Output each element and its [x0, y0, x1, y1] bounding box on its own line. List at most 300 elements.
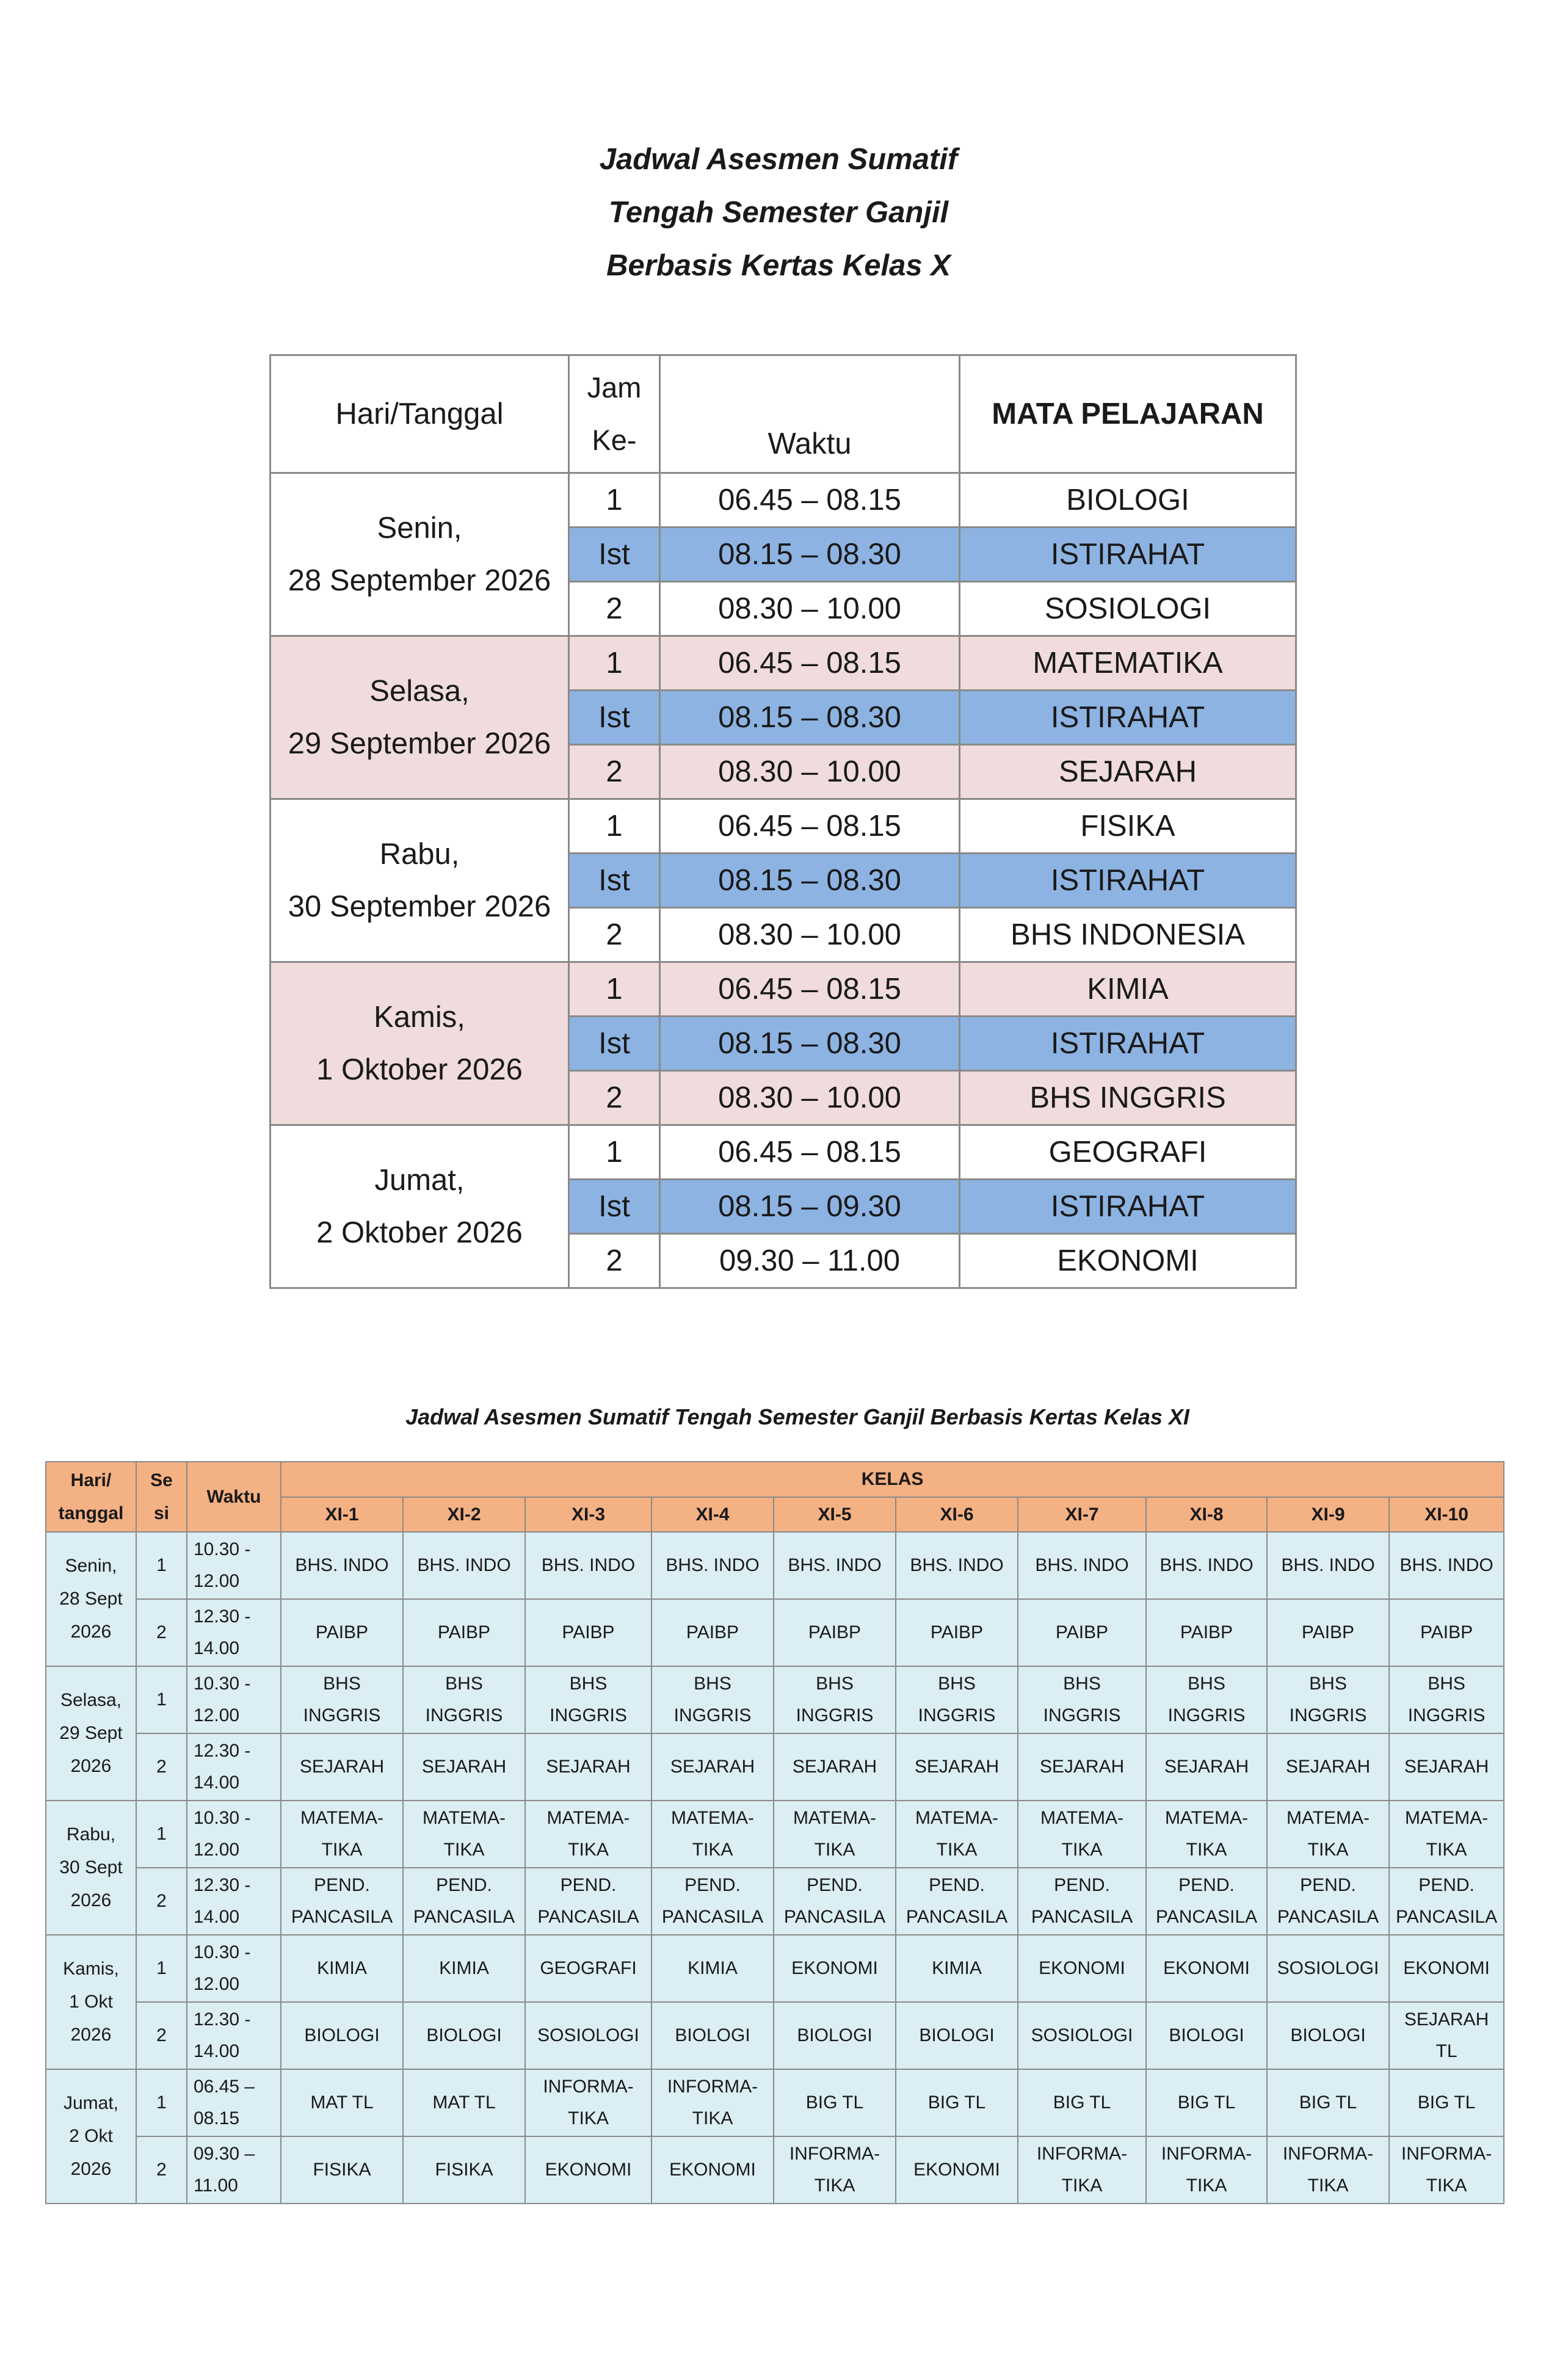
waktu-cell: 08.15 – 08.30 [660, 691, 960, 745]
waktu-cell [187, 2069, 281, 2136]
day-cell [46, 1935, 136, 2069]
subject-text: TIKA [1426, 2175, 1467, 2196]
subject-text: BIOLOGI [1290, 2025, 1366, 2045]
table-header-row [270, 355, 1296, 473]
day-text: 28 Sept [59, 1589, 123, 1609]
subject-cell [525, 1599, 651, 1666]
sesi-cell: 2 [136, 1868, 187, 1935]
subject-cell [525, 2069, 651, 2136]
subject-cell [1267, 1801, 1389, 1868]
subject-cell [525, 1801, 651, 1868]
subject-cell [1267, 1599, 1389, 1666]
class-header: XI-3 [525, 1497, 651, 1532]
subject-text: PAIBP [930, 1622, 984, 1642]
subject-cell [525, 1666, 651, 1733]
subject-text: MATEMA- [300, 1808, 384, 1828]
subject-cell [1389, 2069, 1504, 2136]
subject-cell [1267, 2002, 1389, 2069]
day-name: Jumat, [374, 1164, 465, 1197]
waktu-cell: 08.30 – 10.00 [660, 908, 960, 962]
mapel-cell: BIOLOGI [960, 473, 1296, 528]
waktu-start: 12.30 - [194, 1875, 251, 1895]
day-text: 2026 [70, 1622, 112, 1642]
subject-text: INFORMA- [1161, 2144, 1252, 2164]
subject-text: SEJARAH [914, 1757, 1000, 1777]
subject-text: INGGRIS [425, 1705, 503, 1725]
subject-text: KIMIA [439, 1958, 489, 1978]
subject-cell [525, 2136, 651, 2204]
subject-cell [1389, 1733, 1504, 1801]
subject-cell [651, 2069, 774, 2136]
subject-text: INFORMA- [1036, 2144, 1128, 2164]
class-header: XI-10 [1389, 1497, 1504, 1532]
subject-cell [281, 1532, 403, 1599]
subject-text: BHS. INDO [417, 1555, 511, 1575]
subject-cell [1018, 2136, 1146, 2204]
subject-text: INGGRIS [1043, 1705, 1121, 1725]
subject-cell [1267, 1935, 1389, 2002]
subject-cell [896, 2136, 1018, 2204]
subject-text: BHS. INDO [666, 1555, 760, 1575]
subject-cell [1389, 2002, 1504, 2069]
subject-cell [1146, 1935, 1267, 2002]
waktu-start: 06.45 – [194, 2077, 255, 2097]
subject-text: SEJARAH [1404, 1757, 1489, 1777]
subject-text: BHS [1188, 1674, 1225, 1694]
jam-cell: 1 [569, 1125, 660, 1180]
subject-cell [1146, 1599, 1267, 1666]
subject-cell [1267, 1733, 1389, 1801]
waktu-cell [187, 1935, 281, 2002]
mapel-cell: ISTIRAHAT [960, 528, 1296, 582]
subject-cell [1389, 1532, 1504, 1599]
subject-text: PANCASILA [291, 1907, 393, 1927]
mapel-cell: ISTIRAHAT [960, 854, 1296, 908]
subject-text: PAIBP [1055, 1622, 1109, 1642]
class-header: XI-7 [1018, 1497, 1146, 1532]
subject-cell [896, 2002, 1018, 2069]
waktu-cell [187, 2002, 281, 2069]
subject-text: MAT TL [310, 2092, 374, 2113]
subject-text: PAIBP [1301, 1622, 1355, 1642]
subject-text: PEND. [1418, 1875, 1475, 1895]
subject-text: PAIBP [686, 1622, 739, 1642]
subject-text: SEJARAH [299, 1757, 385, 1777]
sesi-cell: 1 [136, 1532, 187, 1599]
jam-cell: 2 [569, 908, 660, 962]
subject-text: BHS. INDO [910, 1555, 1004, 1575]
subject-text: INGGRIS [1167, 1705, 1246, 1725]
subject-cell [1267, 2136, 1389, 2204]
table-row [270, 473, 1296, 528]
subject-cell [403, 1532, 525, 1599]
table-row [270, 962, 1296, 1017]
subject-text: BHS [1309, 1674, 1347, 1694]
subject-text: PAIBP [808, 1622, 862, 1642]
waktu-end: 12.00 [194, 1840, 240, 1860]
subject-cell [1146, 1801, 1267, 1868]
waktu-cell [187, 1801, 281, 1868]
sesi-cell: 2 [136, 2002, 187, 2069]
title-line: Berbasis Kertas Kelas X [606, 249, 951, 282]
sesi-cell: 1 [136, 1801, 187, 1868]
sesi-cell: 2 [136, 1733, 187, 1801]
subject-text: INFORMA- [1401, 2144, 1492, 2164]
subject-cell [774, 1935, 896, 2002]
subject-cell [1018, 2002, 1146, 2069]
subject-text: PEND. [436, 1875, 492, 1895]
day-text: 2026 [70, 2159, 112, 2179]
subject-text: BIG TL [927, 2092, 986, 2113]
subject-text: PAIBP [437, 1622, 491, 1642]
day-date: 28 September 2026 [288, 564, 551, 597]
waktu-cell: 08.15 – 08.30 [660, 1017, 960, 1071]
subject-text: PAIBP [315, 1622, 369, 1642]
subject-text: TIKA [1307, 1840, 1349, 1860]
subject-text: TIKA [1426, 1840, 1467, 1860]
subject-text: PANCASILA [413, 1907, 515, 1927]
jam-cell: 2 [569, 745, 660, 799]
subject-text: PANCASILA [783, 1907, 886, 1927]
waktu-end: 14.00 [194, 2041, 240, 2061]
day-cell [270, 799, 569, 962]
subject-text: PANCASILA [1031, 1907, 1133, 1927]
subject-text: PEND. [314, 1875, 370, 1895]
subject-cell [403, 1733, 525, 1801]
subject-cell [774, 2069, 896, 2136]
subject-text: EKONOMI [1403, 1958, 1490, 1978]
subject-cell [1267, 1666, 1389, 1733]
subject-text: MATEMA- [1404, 1808, 1489, 1828]
subject-text: INFORMA- [667, 2077, 758, 2097]
subject-text: TIKA [1186, 1840, 1227, 1860]
waktu-cell: 06.45 – 08.15 [660, 962, 960, 1017]
subject-cell [774, 1666, 896, 1733]
subject-cell [651, 1666, 774, 1733]
subject-text: SEJARAH [1404, 2009, 1489, 2030]
subject-text: BIOLOGI [426, 2025, 502, 2045]
subject-text: TIKA [1061, 1840, 1103, 1860]
waktu-cell: 08.15 – 08.30 [660, 528, 960, 582]
waktu-end: 12.00 [194, 1571, 240, 1591]
table-row [270, 636, 1296, 691]
subject-cell [1146, 1666, 1267, 1733]
subject-cell [403, 2069, 525, 2136]
class-header: XI-1 [281, 1497, 403, 1532]
subject-cell [403, 1801, 525, 1868]
subject-text: SOSIOLOGI [1031, 2025, 1133, 2045]
subject-text: EKONOMI [545, 2160, 632, 2180]
subject-text: TIKA [321, 1840, 363, 1860]
mapel-cell: FISIKA [960, 799, 1296, 854]
subject-cell [774, 1532, 896, 1599]
subject-text: TIKA [568, 1840, 609, 1860]
class-header: XI-8 [1146, 1497, 1267, 1532]
day-cell [46, 1801, 136, 1935]
waktu-cell [187, 1532, 281, 1599]
subject-text: BHS. INDO [788, 1555, 882, 1575]
day-text: Senin, [65, 1556, 117, 1576]
waktu-start: 12.30 - [194, 1741, 251, 1761]
mapel-cell: BHS INGGRIS [960, 1071, 1296, 1125]
subject-text: PANCASILA [1277, 1907, 1379, 1927]
subject-text: BHS. INDO [1281, 1555, 1375, 1575]
day-text: 2026 [70, 2025, 112, 2045]
subject-text: TIKA [443, 1840, 485, 1860]
header-hari-tanggal: Hari/Tanggal [270, 355, 569, 473]
day-date: 1 Oktober 2026 [316, 1053, 523, 1086]
subject-text: INGGRIS [1407, 1705, 1486, 1725]
subject-text: MATEMA- [422, 1808, 506, 1828]
subject-text: BHS [694, 1674, 731, 1694]
subject-text: TIKA [1186, 2175, 1227, 2196]
subject-cell [651, 1868, 774, 1935]
day-name: Kamis, [374, 1001, 465, 1034]
subject-text: PEND. [1054, 1875, 1110, 1895]
subject-cell [774, 1599, 896, 1666]
waktu-cell [187, 2136, 281, 2204]
mapel-cell: GEOGRAFI [960, 1125, 1296, 1180]
subject-cell [1389, 2136, 1504, 2204]
day-text: 29 Sept [59, 1723, 123, 1743]
mapel-cell: ISTIRAHAT [960, 691, 1296, 745]
subject-text: GEOGRAFI [540, 1958, 637, 1978]
subject-text: BHS [816, 1674, 854, 1694]
subject-cell [1146, 2136, 1267, 2204]
subject-text: PANCASILA [537, 1907, 639, 1927]
subject-text: BHS. INDO [1035, 1555, 1129, 1575]
subject-cell [1018, 1733, 1146, 1801]
subject-text: BHS. INDO [1399, 1555, 1493, 1575]
subject-cell [1018, 1801, 1146, 1868]
subject-cell [1146, 1733, 1267, 1801]
subject-cell [896, 1666, 1018, 1733]
subject-text: INGGRIS [1289, 1705, 1367, 1725]
day-text: 30 Sept [59, 1857, 123, 1878]
title-kelas-xi: Jadwal Asesmen Sumatif Tengah Semester Ganjil Berbasis Kertas Kelas XI [405, 1404, 1189, 1429]
jam-cell: Ist [569, 854, 660, 908]
day-cell [270, 1125, 569, 1288]
waktu-end: 14.00 [194, 1638, 240, 1658]
subject-cell [896, 1935, 1018, 2002]
waktu-start: 10.30 - [194, 1942, 251, 1962]
subject-text: INFORMA- [789, 2144, 880, 2164]
day-cell [46, 2069, 136, 2204]
mapel-cell: MATEMATIKA [960, 636, 1296, 691]
waktu-end: 12.00 [194, 1705, 240, 1725]
subject-cell [1146, 1868, 1267, 1935]
header-kelas: KELAS [281, 1462, 1504, 1497]
waktu-cell: 09.30 – 11.00 [660, 1234, 960, 1288]
subject-text: EKONOMI [1039, 1958, 1125, 1978]
waktu-cell [187, 1599, 281, 1666]
subject-cell [403, 2136, 525, 2204]
subject-cell [1389, 1599, 1504, 1666]
subject-cell [403, 1666, 525, 1733]
title-kelas-x [0, 133, 1557, 292]
subject-cell [281, 1599, 403, 1666]
day-date: 30 September 2026 [288, 890, 551, 923]
jam-cell: 2 [569, 582, 660, 636]
subject-cell [281, 1666, 403, 1733]
subject-text: SOSIOLOGI [537, 2025, 639, 2045]
day-cell [270, 636, 569, 799]
sesi-cell: 2 [136, 2136, 187, 2204]
subject-cell [281, 1733, 403, 1801]
subject-cell [651, 2002, 774, 2069]
subject-cell [525, 1935, 651, 2002]
subject-text: PEND. [1178, 1875, 1235, 1895]
subject-text: TIKA [692, 1840, 733, 1860]
subject-cell [896, 1868, 1018, 1935]
waktu-start: 12.30 - [194, 2009, 251, 2030]
waktu-cell: 06.45 – 08.15 [660, 1125, 960, 1180]
day-name: Senin, [377, 512, 462, 545]
waktu-cell: 06.45 – 08.15 [660, 473, 960, 528]
subject-cell [651, 1733, 774, 1801]
subject-text: PEND. [929, 1875, 985, 1895]
subject-cell [896, 1733, 1018, 1801]
waktu-cell: 08.15 – 09.30 [660, 1180, 960, 1234]
subject-text: BIG TL [1299, 2092, 1357, 2113]
waktu-cell: 06.45 – 08.15 [660, 799, 960, 854]
subject-cell [651, 1935, 774, 2002]
waktu-start: 12.30 - [194, 1606, 251, 1627]
subject-text: KIMIA [932, 1958, 982, 1978]
subject-cell [1018, 1868, 1146, 1935]
subject-text: PANCASILA [1395, 1907, 1498, 1927]
subject-text: TIKA [814, 2175, 855, 2196]
subject-cell [651, 1801, 774, 1868]
subject-text: PANCASILA [1155, 1907, 1258, 1927]
sesi-cell: 2 [136, 1599, 187, 1666]
subject-cell [1389, 1868, 1504, 1935]
subject-text: BHS [569, 1674, 608, 1694]
waktu-cell [187, 1666, 281, 1733]
subject-text: MATEMA- [670, 1808, 755, 1828]
mapel-cell: SEJARAH [960, 745, 1296, 799]
subject-cell [1267, 1532, 1389, 1599]
subject-text: BHS. INDO [541, 1555, 636, 1575]
sesi-cell: 1 [136, 1935, 187, 2002]
mapel-cell: SOSIOLOGI [960, 582, 1296, 636]
subject-cell [281, 2002, 403, 2069]
subject-cell [281, 1935, 403, 2002]
subject-text: PAIBP [562, 1622, 615, 1642]
class-header: XI-6 [896, 1497, 1018, 1532]
subject-text: EKONOMI [913, 2160, 1000, 2180]
subject-text: BIOLOGI [304, 2025, 380, 2045]
day-cell [46, 1666, 136, 1801]
subject-text: SEJARAH [792, 1757, 877, 1777]
subject-text: KIMIA [317, 1958, 367, 1978]
subject-text: INGGRIS [673, 1705, 752, 1725]
day-text: 2026 [70, 1890, 112, 1910]
subject-text: MATEMA- [1040, 1808, 1124, 1828]
subject-text: PANCASILA [661, 1907, 764, 1927]
subject-text: BIG TL [1177, 2092, 1236, 2113]
waktu-end: 14.00 [194, 1907, 240, 1927]
subject-text: BHS [323, 1674, 361, 1694]
subject-cell [1389, 1666, 1504, 1733]
header-sesi: Se si [136, 1462, 187, 1532]
subject-cell [525, 1532, 651, 1599]
table-header-row [46, 1462, 1504, 1497]
waktu-cell: 08.30 – 10.00 [660, 1071, 960, 1125]
subject-cell [774, 1733, 896, 1801]
subject-text: MATEMA- [1164, 1808, 1249, 1828]
waktu-start: 10.30 - [194, 1808, 251, 1828]
waktu-cell: 08.15 – 08.30 [660, 854, 960, 908]
subject-cell [1018, 1532, 1146, 1599]
mapel-cell: ISTIRAHAT [960, 1017, 1296, 1071]
subject-cell [651, 1599, 774, 1666]
subject-text: TIKA [814, 1840, 855, 1860]
jam-cell: 1 [569, 799, 660, 854]
class-header: XI-5 [774, 1497, 896, 1532]
header-jam-ke: Jam Ke- [569, 355, 660, 473]
waktu-end: 08.15 [194, 2108, 240, 2128]
waktu-end: 14.00 [194, 1772, 240, 1793]
subject-cell [896, 1532, 1018, 1599]
table-row [46, 1935, 1504, 2002]
waktu-cell [187, 1733, 281, 1801]
subject-cell [525, 1733, 651, 1801]
subject-cell [1018, 1599, 1146, 1666]
waktu-cell: 08.30 – 10.00 [660, 745, 960, 799]
jam-cell: Ist [569, 1017, 660, 1071]
subject-cell [403, 1935, 525, 2002]
schedule-table-kelas-xi [45, 1461, 1504, 2204]
subject-text: PEND. [684, 1875, 741, 1895]
subject-text: TIKA [692, 2108, 733, 2128]
table-row [46, 1868, 1504, 1935]
jam-cell: 1 [569, 962, 660, 1017]
day-name: Selasa, [369, 675, 470, 708]
subject-text: SEJARAH [1164, 1757, 1249, 1777]
class-header: XI-4 [651, 1497, 774, 1532]
subject-text: SEJARAH [421, 1757, 507, 1777]
subject-text: SOSIOLOGI [1277, 1958, 1379, 1978]
subject-text: INGGRIS [550, 1705, 627, 1725]
subject-text: EKONOMI [1163, 1958, 1250, 1978]
subject-text: TIKA [568, 2108, 609, 2128]
class-header: XI-2 [403, 1497, 525, 1532]
day-text: Rabu, [66, 1824, 116, 1845]
subject-cell [1146, 1532, 1267, 1599]
subject-text: SEJARAH [670, 1757, 755, 1777]
subject-text: KIMIA [688, 1958, 738, 1978]
schedule-table-kelas-x [269, 354, 1297, 1289]
subject-text: INFORMA- [1282, 2144, 1374, 2164]
subject-cell [1389, 1801, 1504, 1868]
subject-text: PEND. [807, 1875, 863, 1895]
subject-text: BIOLOGI [797, 2025, 873, 2045]
subject-text: BHS. INDO [1160, 1555, 1254, 1575]
mapel-cell: ISTIRAHAT [960, 1180, 1296, 1234]
subject-text: TIKA [936, 1840, 978, 1860]
table-row [46, 1599, 1504, 1666]
header-waktu: Waktu [187, 1462, 281, 1532]
subject-cell [1267, 2069, 1389, 2136]
subject-cell [774, 1868, 896, 1935]
subject-cell [1267, 1868, 1389, 1935]
header-waktu: Waktu [660, 355, 960, 473]
header-mata-pelajaran: MATA PELAJARAN [960, 355, 1296, 473]
subject-cell [281, 2069, 403, 2136]
subject-cell [403, 1868, 525, 1935]
subject-text: BHS [445, 1674, 483, 1694]
